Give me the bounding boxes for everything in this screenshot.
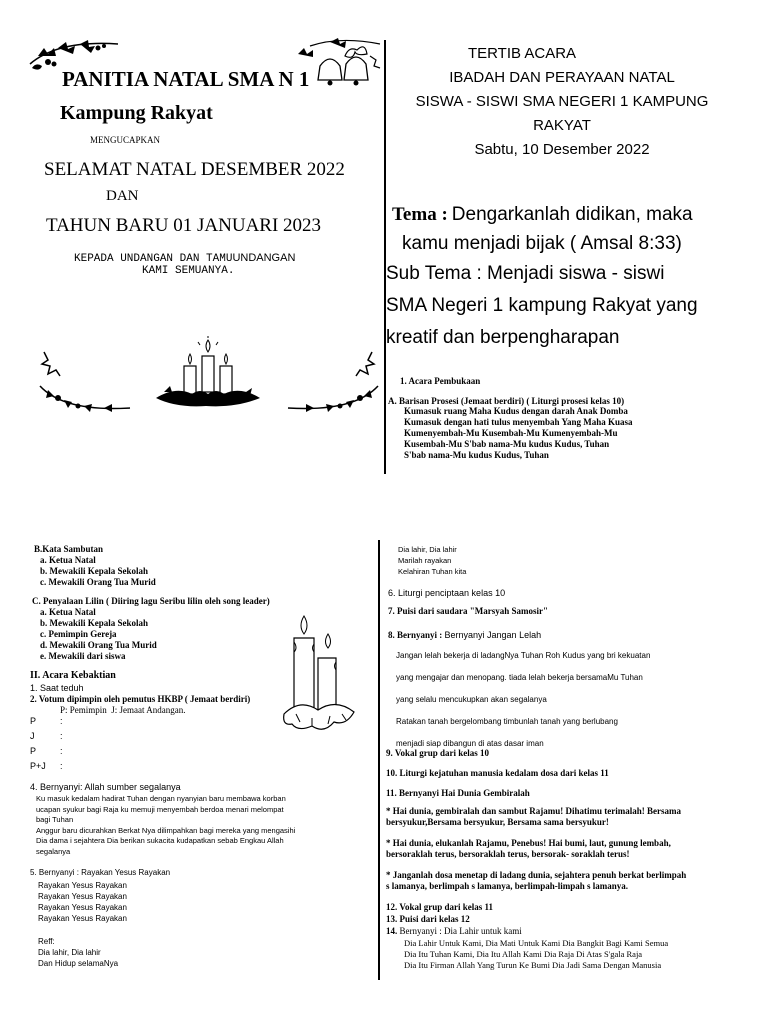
table-row: [30, 716, 63, 731]
item-14-song: Bernyanyi : Dia Lahir untuk kami: [399, 926, 522, 936]
item-8-lyrics: [396, 650, 650, 760]
opening-heading: 1. Acara Pembukaan: [400, 376, 481, 386]
list-item: a. Ketua Natal: [40, 607, 96, 617]
lyric-line: * Janganlah dosa menetap di ladang dunia, sejahtera penuh berkat berlimpah: [386, 870, 687, 880]
row-value: :: [60, 716, 63, 726]
procession-lyrics: [404, 406, 632, 461]
carry-over-lyrics: [398, 544, 466, 577]
block-heading: C. Penyalaan Lilin ( Diiring lagu Seribu lilin oleh song leader): [32, 596, 270, 606]
lyric-line: Marilah rayakan: [398, 556, 452, 565]
row-key: P: [30, 746, 37, 756]
theme-label: Tema :: [392, 204, 448, 225]
lyric-line: Rayakan Yesus Rayakan: [38, 881, 127, 890]
item-14: [386, 926, 522, 937]
item-9: 9. Vokal grup dari kelas 10: [386, 748, 490, 758]
stanza-1: [386, 806, 681, 828]
dan-label: DAN: [106, 188, 139, 204]
item-14-label: 14.: [386, 926, 398, 936]
votum-roles: [60, 705, 186, 716]
row-value: :: [60, 731, 63, 741]
list-item: e. Mewakili dari siswa: [40, 651, 126, 661]
lyric-line: Rayakan Yesus Rayakan: [38, 903, 127, 912]
stanza-3: [386, 870, 686, 892]
lyric-line: * Hai dunia, gembiralah dan sambut Rajamu! Dihatimu terimalah! Bersama: [386, 806, 682, 816]
lyric-line: Ratakan tanah bergelombang timbunlah tanah yang berlubang: [396, 717, 618, 726]
christmas-greeting: SELAMAT NATAL DESEMBER 2022: [44, 159, 345, 180]
stanza-2: [386, 838, 671, 860]
lyric-line: bagi Tuhan: [36, 815, 74, 824]
item-6: 6. Liturgi penciptaan kelas 10: [388, 588, 506, 598]
reff-block: [38, 936, 118, 969]
subtheme-line-3: kreatif dan berpengharapan: [386, 327, 620, 348]
lyric-line: Dia dama i sejahtera Dia berikan sukacita kudapatkan sebab Engkau Allah: [36, 836, 284, 845]
lyric-line: segalanya: [36, 846, 71, 856]
lyric-line: Kumenyembah-Mu Kusembah-Mu Kumenyembah-Mu: [404, 428, 618, 438]
committee-title: PANITIA NATAL SMA N 1: [62, 67, 310, 91]
role-congregation: J: Jemaat Andangan.: [111, 705, 186, 715]
lyric-line: Kusembah-Mu S'bab nama-Mu kudus Kudus, Tuhan: [404, 439, 610, 449]
procession-heading: A. Barisan Prosesi (Jemaat berdiri) ( Liturgi prosesi kelas 10): [388, 396, 625, 406]
item-12: 12. Vokal grup dari kelas 11: [386, 902, 494, 912]
item-8-label: 8. Bernyanyi :: [388, 630, 443, 640]
lyric-line: Dia Itu Firman Allah Yang Turun Ke Bumi Dia Jadi Sama Dengan Manusia: [404, 960, 662, 970]
item-8-song: Bernyanyi Jangan Lelah: [444, 630, 542, 640]
lyric-line: menjadi siap dibangun di atas dasar iman: [396, 739, 544, 748]
song-5-lyrics: [38, 880, 127, 924]
table-row: [30, 731, 63, 746]
lyric-line: s lamanya, berlimpah s lamanya, berlimpah-limpah s lamanya.: [386, 881, 629, 891]
candle-illustration-icon: [282, 614, 356, 738]
welcome-speech-block: [34, 544, 156, 588]
list-item: d. Mewakili Orang Tua Murid: [40, 640, 157, 650]
role-leader: P: Pemimpin: [60, 705, 107, 715]
subtheme-line-1: Sub Tema : Menjadi siswa - siswi: [386, 263, 665, 284]
header-line: IBADAH DAN PERAYAAN NATAL: [449, 69, 675, 86]
song-5-title: 5. Bernyanyi : Rayakan Yesus Rayakan: [30, 868, 171, 877]
lyric-line: Jangan lelah bekerja di ladangNya Tuhan Roh Kudus yang bri kekuatan: [396, 651, 651, 660]
row-value: :: [60, 746, 63, 756]
item-8: [388, 630, 541, 641]
invitation-part-c: KAMI SEMUANYA.: [142, 265, 235, 277]
candle-lighting-block: [32, 596, 270, 662]
item-11: 11. Bernyanyi Hai Dunia Gembiralah: [386, 788, 530, 798]
theme-text-2: kamu menjadi bijak ( Amsal 8:33): [402, 233, 682, 254]
candles-icon: [150, 336, 270, 408]
lyric-line: * Hai dunia, elukanlah Rajamu, Penebus! Hai bumi, laut, gunung lembah,: [386, 838, 671, 848]
row-key: J: [30, 731, 35, 741]
lyric-line: bersyukur,Bersama bersyukur, Bersama sama bersyukur!: [386, 817, 609, 827]
lyric-line: Dia lahir, Dia lahir: [38, 948, 101, 957]
vertical-divider: [384, 40, 386, 474]
item-7: 7. Puisi dari saudara "Marsyah Samosir": [388, 606, 549, 616]
lyric-line: Rayakan Yesus Rayakan: [38, 914, 127, 923]
silent-moment: 1. Saat teduh: [30, 683, 84, 693]
song-4-title: 4. Bernyanyi: Allah sumber segalanya: [30, 782, 181, 792]
item-10: 10. Liturgi kejatuhan manusia kedalam dosa dari kelas 11: [386, 768, 609, 778]
block-heading: B.Kata Sambutan: [34, 544, 104, 554]
lyric-line: Anggur baru dicurahkan Berkat Nya dilimpahkan bagi mereka yang mengasihi: [36, 825, 296, 835]
reff-label: Reff:: [38, 937, 55, 946]
header-line: TERTIB ACARA: [467, 45, 577, 62]
theme-text: Dengarkanlah didikan, maka: [451, 204, 693, 225]
invitation-part-b: UNDANGAN: [232, 252, 296, 264]
list-item: c. Mewakili Orang Tua Murid: [40, 577, 156, 587]
lyric-line: Kelahiran Tuhan kita: [398, 567, 467, 576]
lyric-line: bersoraklah terus, bersoraklah terus, bersorak- soraklah terus!: [386, 849, 630, 859]
lyric-line: Kumasuk dengan hati tulus menyembah Yang Maha Kuasa: [404, 417, 633, 427]
item-13: 13. Puisi dari kelas 12: [386, 914, 470, 924]
theme-line: [392, 204, 693, 226]
row-key: P+J: [30, 761, 46, 771]
item-14-lyrics: [404, 938, 668, 971]
list-item: c. Pemimpin Gereja: [40, 629, 117, 639]
invitation-part-a: KEPADA UNDANGAN DAN TAMU: [74, 253, 233, 265]
list-item: a. Ketua Natal: [40, 555, 96, 565]
lyric-line: Dia lahir, Dia lahir: [398, 545, 457, 554]
lyric-line: Dan Hidup selamaNya: [38, 959, 119, 968]
program-header: [398, 42, 726, 162]
header-line: RAKYAT: [533, 117, 591, 134]
lyric-line: yang mengajar dan menopang. tiada lelah bekerja bersamaMu Tuhan: [396, 673, 643, 682]
holly-sprig-icon: [284, 346, 384, 418]
lyric-line: S'bab nama-Mu kudus Kudus, Tuhan: [404, 450, 549, 460]
list-item: b. Mewakili Kepala Sekolah: [40, 566, 149, 576]
worship-heading: II. Acara Kebaktian: [30, 670, 116, 681]
responsive-table: [30, 716, 63, 776]
committee-subtitle: Kampung Rakyat: [60, 102, 213, 124]
header-line: SISWA - SISWI SMA NEGERI 1 KAMPUNG: [415, 93, 709, 110]
holly-sprig-icon: [34, 346, 134, 418]
mengucapkan-label: MENGUCAPKAN: [90, 135, 161, 145]
lyric-line: Rayakan Yesus Rayakan: [38, 892, 127, 901]
list-item: b. Mewakili Kepala Sekolah: [40, 618, 149, 628]
lyric-line: Dia Lahir Untuk Kami, Dia Mati Untuk Kami Dia Bangkit Bagi Kami Semua: [404, 938, 669, 948]
subtheme-line-2: SMA Negeri 1 kampung Rakyat yang: [386, 295, 698, 316]
table-row: [30, 746, 63, 761]
lyric-line: Ku masuk kedalam hadirat Tuhan dengan nyanyian baru membawa korban: [36, 794, 286, 803]
vertical-divider: [378, 540, 380, 980]
votum-heading: 2. Votum dipimpin oleh pemutus HKBP ( Jemaat berdiri): [30, 694, 251, 704]
lyric-line: yang selalu mencukupkan akan segalanya: [396, 695, 547, 704]
row-key: P: [30, 716, 37, 726]
table-row: [30, 761, 63, 776]
new-year-greeting: TAHUN BARU 01 JANUARI 2023: [46, 215, 322, 236]
song-4-lyrics: [36, 794, 295, 857]
lyric-line: Kumasuk ruang Maha Kudus dengan darah Anak Domba: [404, 406, 628, 416]
lyric-line: ucapan syukur bagi Raja ku memuji menyembah berdoa menari melompat: [36, 804, 284, 814]
header-line: Sabtu, 10 Desember 2022: [474, 141, 650, 158]
row-value: :: [60, 761, 63, 771]
lyric-line: Dia Itu Tuhan Kami, Dia Itu Allah Kami Dia Raja Di Atas S'gala Raja: [404, 949, 643, 959]
